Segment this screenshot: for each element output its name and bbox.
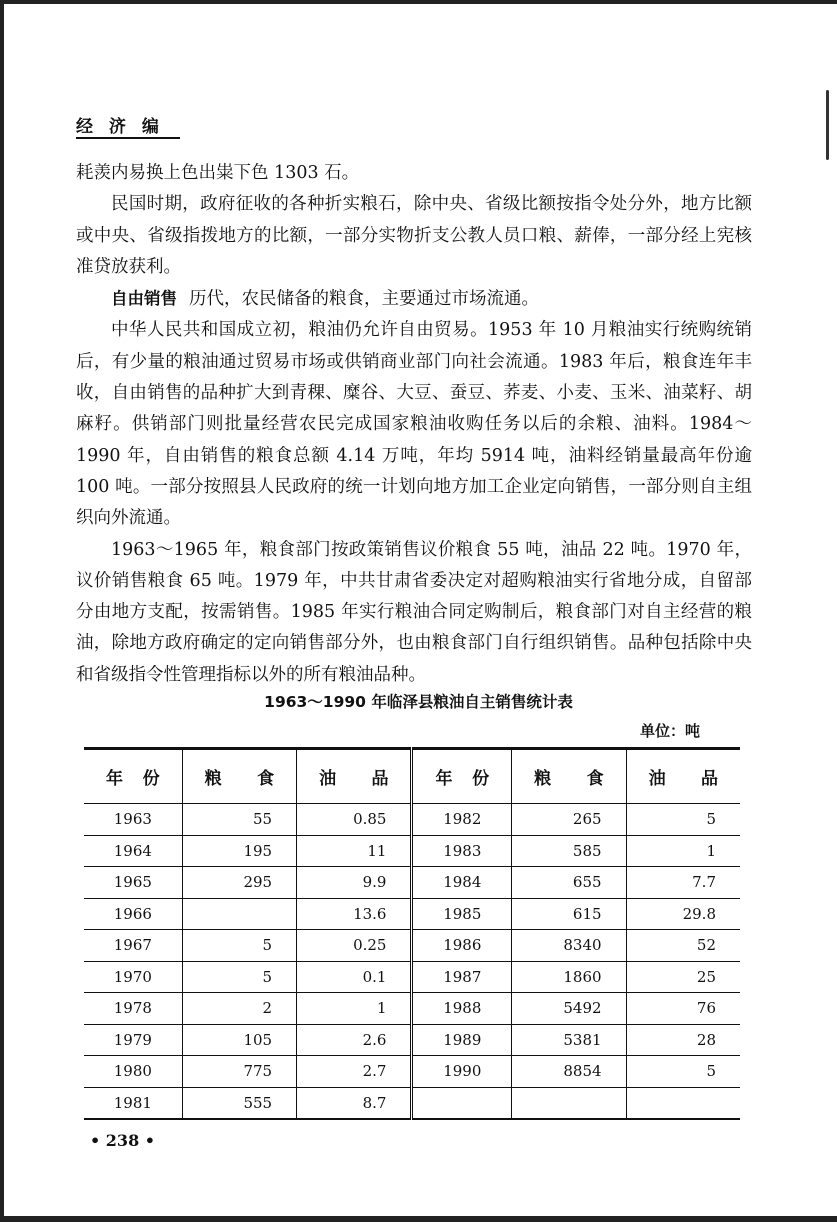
table-row: [84, 867, 740, 899]
table-row: [84, 993, 740, 1025]
section-header: 经 济 编: [76, 117, 164, 137]
table-row: [84, 898, 740, 930]
cell-year-left: 1963: [84, 804, 182, 836]
paragraph-3-text: 历代，农民储备的粮食，主要通过市场流通。: [189, 289, 539, 310]
header-char: 份: [472, 769, 490, 789]
cell-year-right: 1984: [412, 867, 512, 899]
paragraph-1: 耗羡内易换上色出粜下色 1303 石。: [76, 163, 360, 183]
table-row: [84, 835, 740, 867]
cell-year-left: 1978: [84, 993, 182, 1025]
statistics-table: [84, 747, 740, 1120]
cell-grain-right: 615: [512, 898, 626, 930]
header-char: 份: [142, 769, 160, 789]
table-row: [84, 1024, 740, 1056]
cell-oil-left: 9.9: [297, 867, 412, 899]
cell-grain-left: [182, 898, 296, 930]
cell-oil-right: 25: [626, 961, 740, 993]
cell-oil-left: 2.6: [297, 1024, 412, 1056]
cell-year-right: 1987: [412, 961, 512, 993]
header-char: 年: [106, 769, 123, 789]
page-edge-bottom: [0, 1216, 837, 1222]
cell-grain-left: 195: [182, 835, 296, 867]
cell-grain-left: 775: [182, 1056, 296, 1088]
cell-oil-right: 52: [626, 930, 740, 962]
cell-year-left: 1981: [84, 1087, 182, 1119]
cell-oil-left: 0.85: [297, 804, 412, 836]
cell-grain-left: 295: [182, 867, 296, 899]
cell-year-left: 1967: [84, 930, 182, 962]
cell-oil-right: 5: [626, 1056, 740, 1088]
cell-oil-left: 11: [297, 835, 412, 867]
page-edge-top: [0, 0, 837, 4]
cell-year-left: 1980: [84, 1056, 182, 1088]
cell-oil-right: 28: [626, 1024, 740, 1056]
cell-oil-right: 29.8: [626, 898, 740, 930]
cell-grain-right: 8340: [512, 930, 626, 962]
cell-year-right: 1985: [412, 898, 512, 930]
header-char: 年: [435, 769, 453, 789]
header-grain-right: [512, 749, 626, 804]
cell-grain-right: [512, 1087, 626, 1119]
paragraph-3: [76, 283, 752, 315]
cell-year-right: 1982: [412, 804, 512, 836]
header-oil-left: [297, 749, 412, 804]
cell-grain-left: 5: [182, 961, 296, 993]
cell-oil-right: 5: [626, 804, 740, 836]
header-year-left: [84, 749, 182, 804]
page-edge-left: [0, 0, 4, 1222]
cell-year-left: 1964: [84, 835, 182, 867]
cell-grain-left: 2: [182, 993, 296, 1025]
table-body: [84, 804, 740, 1120]
table-title: 1963～1990 年临泽县粮油自主销售统计表: [264, 693, 573, 711]
page-number: • 238 •: [90, 1131, 155, 1150]
unit-label: 单位：吨: [640, 722, 701, 740]
table-header-row: [84, 749, 740, 804]
header-char: 油: [319, 769, 337, 789]
cell-grain-right: 1860: [512, 961, 626, 993]
header-char: 食: [257, 769, 275, 789]
cell-grain-left: 5: [182, 930, 296, 962]
table-row: [84, 961, 740, 993]
cell-grain-left: 555: [182, 1087, 296, 1119]
cell-oil-left: 2.7: [297, 1056, 412, 1088]
cell-oil-right: 1: [626, 835, 740, 867]
cell-oil-right: [626, 1087, 740, 1119]
header-char: 粮: [204, 769, 222, 789]
cell-oil-left: 13.6: [297, 898, 412, 930]
table-row: [84, 1056, 740, 1088]
paragraph-4: 中华人民共和国成立初，粮油仍允许自由贸易。1953 年 10 月粮油实行统购统销后，有少量的粮油通过贸易市场或供销商业部门向社会流通。1983 年后，粮食连年丰收，自由销售的品种扩大到青稞、糜谷、大豆、蚕豆、荞麦、小麦、玉米、油菜籽、胡麻籽。供销部门则批量经营农民完成国家粮油收购任务以后的余粮、油料。1984～1990 年，自由销售的粮食总额 4.14 万吨，年均 5914 吨，油料经销量最高年份逾 100 吨。一部分按照县人民政府的统一计划向地方加工企业定向销售，一部分则自主组织向外流通。: [76, 320, 752, 529]
cell-oil-left: 0.1: [297, 961, 412, 993]
header-char: 油: [648, 769, 666, 789]
cell-grain-right: 585: [512, 835, 626, 867]
paragraph-2: 民国时期，政府征收的各种折实粮石，除中央、省级比额按指令处分外，地方比额或中央、省级指拨地方的比额，一部分实物折支公教人员口粮、薪俸，一部分经上宪核准贷放获利。: [76, 194, 752, 277]
cell-grain-right: 5492: [512, 993, 626, 1025]
cell-year-left: 1979: [84, 1024, 182, 1056]
cell-year-right: 1983: [412, 835, 512, 867]
cell-year-right: 1986: [412, 930, 512, 962]
cell-year-right: 1990: [412, 1056, 512, 1088]
body-text: [76, 158, 752, 691]
table-row: [84, 1087, 740, 1119]
cell-oil-left: 1: [297, 993, 412, 1025]
page-edge-right-mark: [826, 90, 829, 160]
header-oil-right: [626, 749, 740, 804]
cell-grain-left: 55: [182, 804, 296, 836]
cell-grain-right: 5381: [512, 1024, 626, 1056]
cell-grain-right: 655: [512, 867, 626, 899]
header-char: 品: [701, 769, 718, 789]
cell-oil-left: 0.25: [297, 930, 412, 962]
header-char: 粮: [534, 769, 552, 789]
header-year-right: [412, 749, 512, 804]
cell-grain-left: 105: [182, 1024, 296, 1056]
header-char: 食: [586, 769, 604, 789]
cell-grain-right: 265: [512, 804, 626, 836]
cell-oil-right: 7.7: [626, 867, 740, 899]
header-rule: [76, 137, 180, 139]
cell-grain-right: 8854: [512, 1056, 626, 1088]
cell-oil-left: 8.7: [297, 1087, 412, 1119]
cell-year-left: 1966: [84, 898, 182, 930]
header-grain-left: [182, 749, 296, 804]
paragraph-5: 1963～1965 年，粮食部门按政策销售议价粮食 55 吨，油品 22 吨。1970 年，议价销售粮食 65 吨。1979 年，中共甘肃省委决定对超购粮油实行省地分成，自留部分由地方支配，按需销售。1985 年实行粮油合同定购制后，粮食部门对自主经营的粮油，除地方政府确定的定向销售部分外，也由粮食部门自行组织销售。品种包括除中央和省级指令性管理指标以外的所有粮油品种。: [76, 539, 752, 685]
cell-year-right: 1989: [412, 1024, 512, 1056]
cell-year-left: 1965: [84, 867, 182, 899]
table-row: [84, 804, 740, 836]
table-row: [84, 930, 740, 962]
cell-oil-right: 76: [626, 993, 740, 1025]
cell-year-left: 1970: [84, 961, 182, 993]
cell-year-right: [412, 1087, 512, 1119]
cell-year-right: 1988: [412, 993, 512, 1025]
paragraph-3-lead: 自由销售: [111, 289, 177, 309]
header-char: 品: [371, 769, 389, 789]
